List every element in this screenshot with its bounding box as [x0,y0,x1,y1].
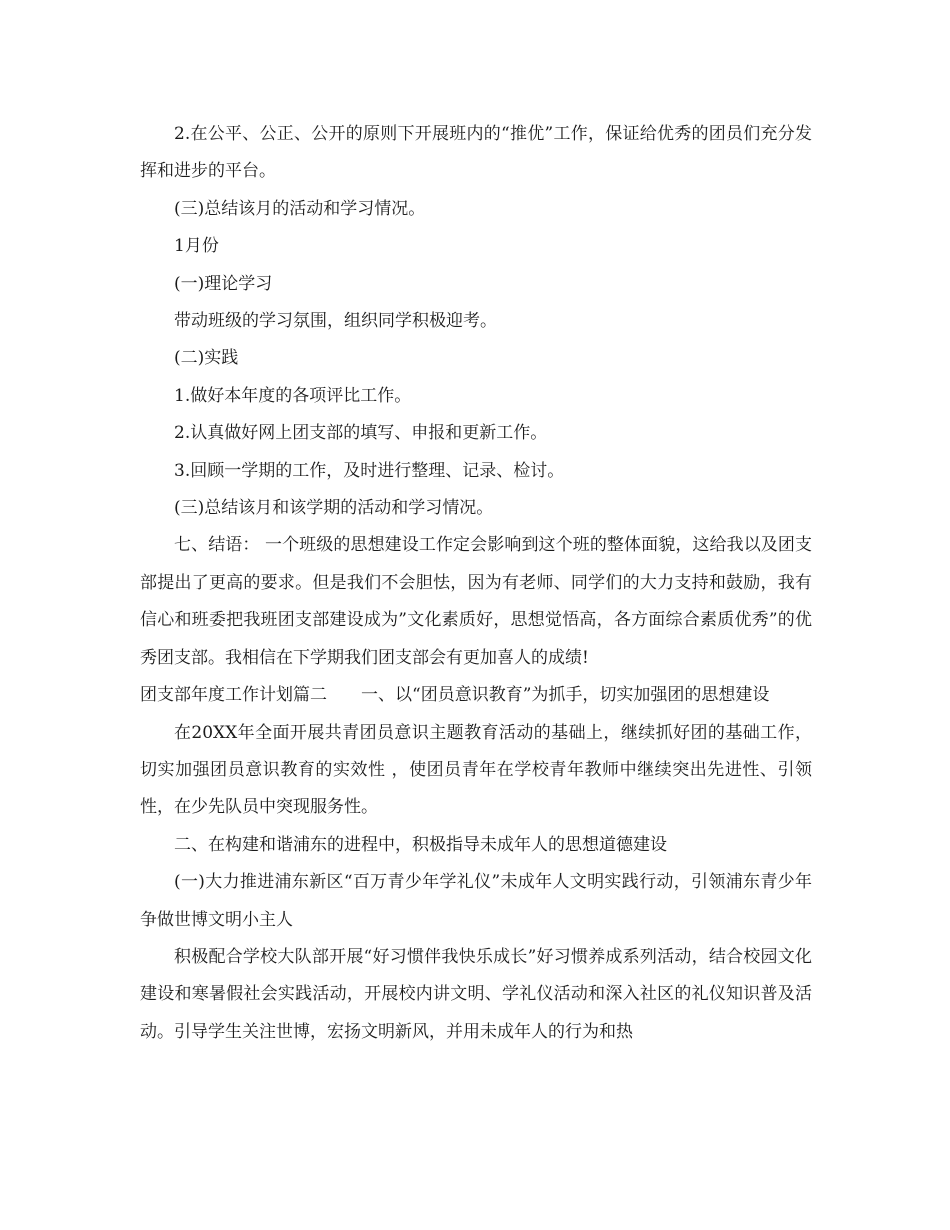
document-body [140,116,812,1051]
paragraph-7: 1.做好本年度的各项评比工作。 [174,385,412,406]
paragraph-6: (二)实践 [174,348,239,369]
paragraph-11: 七、结语： 一个班级的思想建设工作定会影响到这个班的整体面貌，这给我以及团支部提出了更高的要求。但是我们不会胆怯，因为有老师、同学们的大力支持和鼓励，我有信心和班委把我班团支部建设成为”文化素质好，思想觉悟高，各方面综合素质优秀”的优秀团支部。我相信在下学期我们团支部会有更加喜人的成绩! [140,535,812,668]
paragraph-9: 3.回顾一学期的工作，及时进行整理、记录、检讨。 [174,460,565,481]
paragraph-2: (三)总结该月的活动和学习情况。 [174,198,426,219]
paragraph-14: 二、在构建和谐浦东的进程中，积极指导未成年人的思想道德建设 [174,834,667,855]
section-heading: 团支部年度工作计划篇二 一、以“团员意识教育”为抓手，切实加强团的思想建设 [140,685,770,706]
paragraph-5: 带动班级的学习氛围，组织同学积极迎考。 [174,311,497,332]
paragraph-16: 积极配合学校大队部开展“好习惯伴我快乐成长”好习惯养成系列活动，结合校园文化建设和寒暑假社会实践活动，开展校内讲文明、学礼仪活动和深入社区的礼仪知识普及活动。引导学生关注世博，宏扬文明新风，并用未成年人的行为和热 [140,946,812,1042]
paragraph-1: 2.在公平、公正、公开的原则下开展班内的“推优”工作，保证给优秀的团员们充分发挥和进步的平台。 [140,124,812,182]
paragraph-4: (一)理论学习 [174,273,273,294]
paragraph-10: (三)总结该月和该学期的活动和学习情况。 [174,498,494,519]
paragraph-15: (一)大力推进浦东新区“百万青少年学礼仪”未成年人文明实践行动，引领浦东青少年争做世博文明小主人 [140,872,812,930]
paragraph-8: 2.认真做好网上团支部的填写、申报和更新工作。 [174,423,548,444]
paragraph-13: 在20XX年全面开展共青团员意识主题教育活动的基础上，继续抓好团的基础工作，切实加强团员意识教育的实效性 ，使团员青年在学校青年教师中继续突出先进性、引领性，在少先队员中突现服务性。 [140,722,812,818]
paragraph-3: 1月份 [174,236,219,257]
